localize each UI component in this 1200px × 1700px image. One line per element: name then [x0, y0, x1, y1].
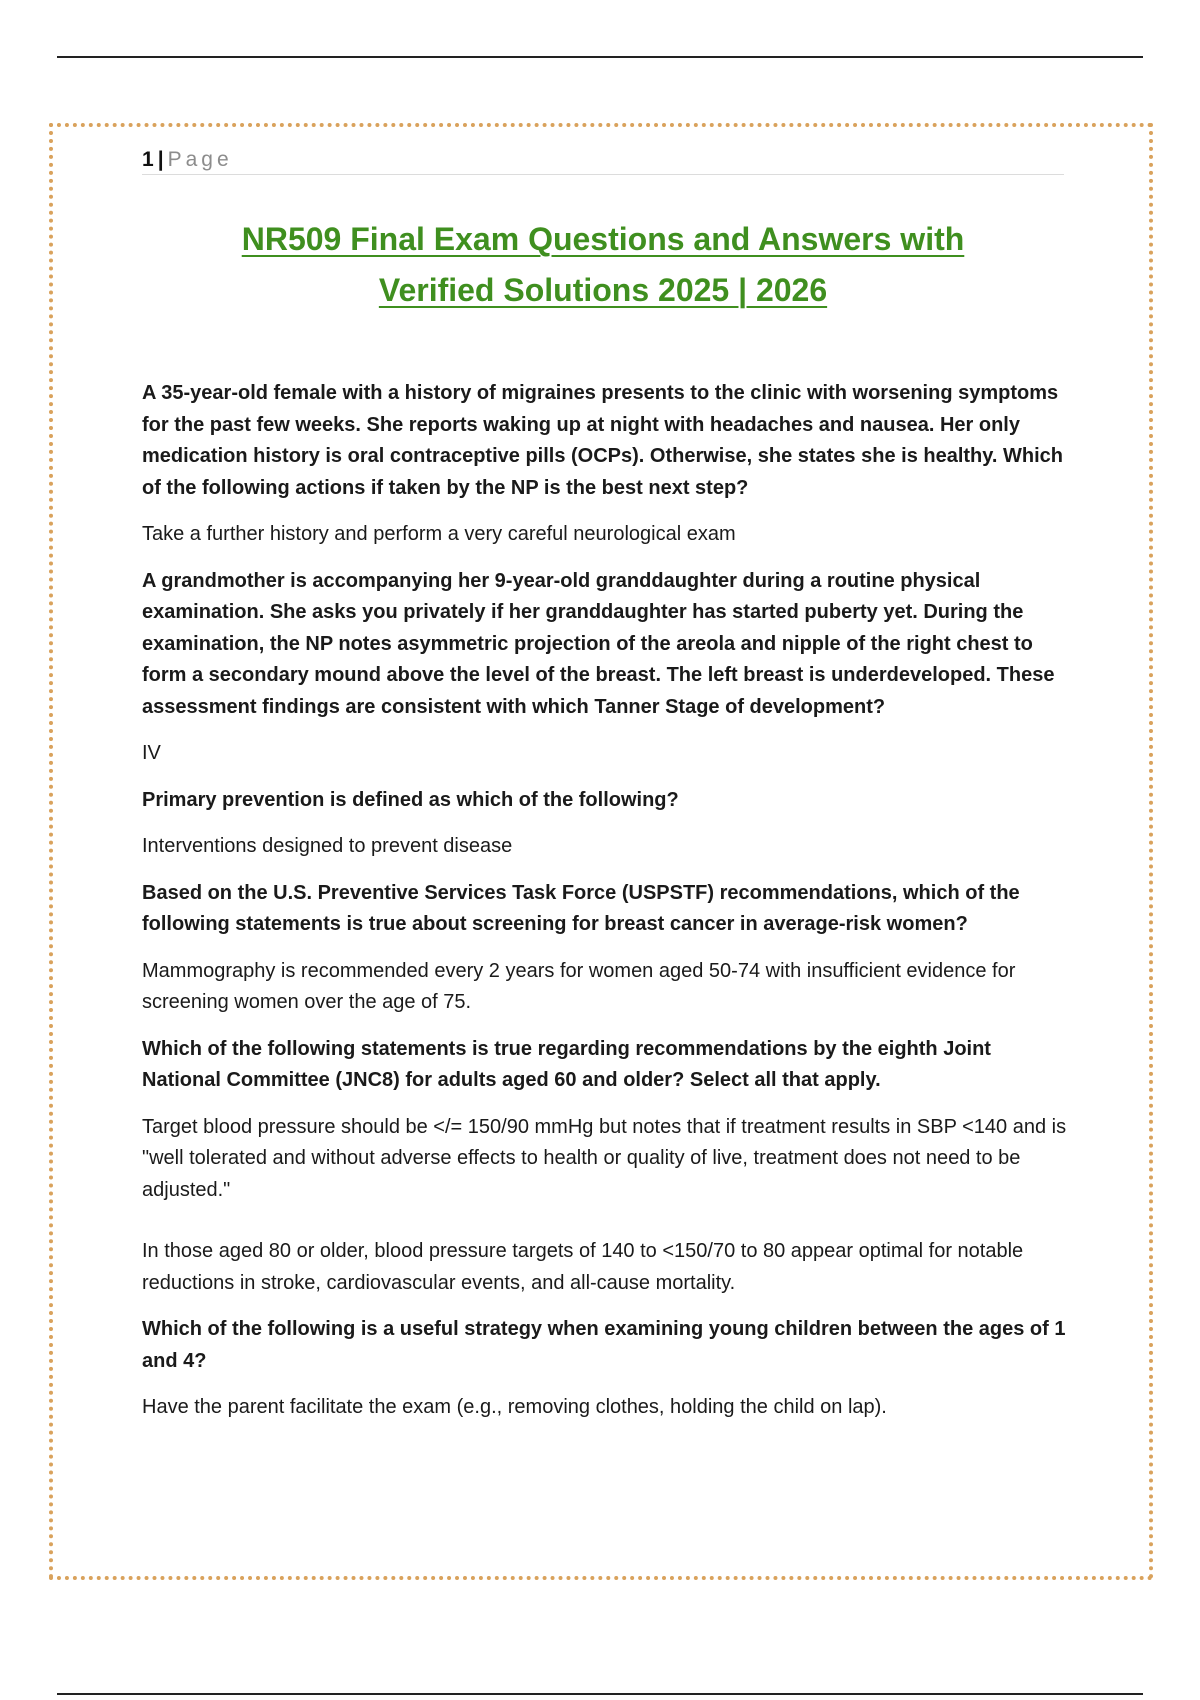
- answer-5b: In those aged 80 or older, blood pressure targets of 140 to <150/70 to 80 appear optimal for notable reductions in stroke, cardiovascular events, and all-cause mortality.: [142, 1240, 1024, 1294]
- answer-5a: Target blood pressure should be </= 150/90 mmHg but notes that if treatment results in SBP <140 and is "well tolerated and without adverse effects to health or quality of live, treatment does not need to be adjusted.": [142, 1115, 1067, 1201]
- page-label: Page: [167, 148, 233, 171]
- answer-3: Interventions designed to prevent disease: [142, 835, 513, 857]
- question-3: Primary prevention is defined as which of the following?: [142, 788, 679, 811]
- document-body: [142, 378, 1067, 1439]
- page-header: [142, 146, 1064, 175]
- page-number: 1: [142, 148, 154, 171]
- title-line-2: Verified Solutions 2025 | 2026: [378, 272, 828, 308]
- answer-2: IV: [142, 742, 161, 764]
- question-2: A grandmother is accompanying her 9-year-old granddaughter during a routine physical examination. She asks you privately if her granddaughter has started puberty yet. During the examination, the NP notes asymmetric projection of the areola and nipple of the right chest to form a secondary mound above the level of the breast. The left breast is underdeveloped. These assessment findings are consistent with which Tanner Stage of development?: [142, 569, 1055, 718]
- title-line-1: NR509 Final Exam Questions and Answers with: [241, 221, 965, 257]
- question-6: Which of the following is a useful strategy when examining young children between the ages of 1 and 4?: [142, 1318, 1066, 1372]
- bottom-rule: [57, 1693, 1143, 1695]
- top-rule: [57, 56, 1143, 58]
- page-separator: |: [157, 148, 164, 171]
- answer-4: Mammography is recommended every 2 years for women aged 50-74 with insufficient evidence for screening women over the age of 75.: [142, 959, 1016, 1013]
- question-1: A 35-year-old female with a history of migraines presents to the clinic with worsening symptoms for the past few weeks. She reports waking up at night with headaches and nausea. Her only medication history is oral contraceptive pills (OCPs). Otherwise, she states she is healthy. Which of the following actions if taken by the NP is the best next step?: [142, 382, 1064, 499]
- document-title: [142, 214, 1064, 316]
- question-5: Which of the following statements is true regarding recommendations by the eighth Joint National Committee (JNC8) for adults aged 60 and older? Select all that apply.: [142, 1037, 991, 1091]
- answer-6: Have the parent facilitate the exam (e.g., removing clothes, holding the child on lap).: [142, 1396, 887, 1418]
- question-4: Based on the U.S. Preventive Services Task Force (USPSTF) recommendations, which of the following statements is true about screening for breast cancer in average-risk women?: [142, 881, 1020, 935]
- answer-1: Take a further history and perform a very careful neurological exam: [142, 523, 736, 545]
